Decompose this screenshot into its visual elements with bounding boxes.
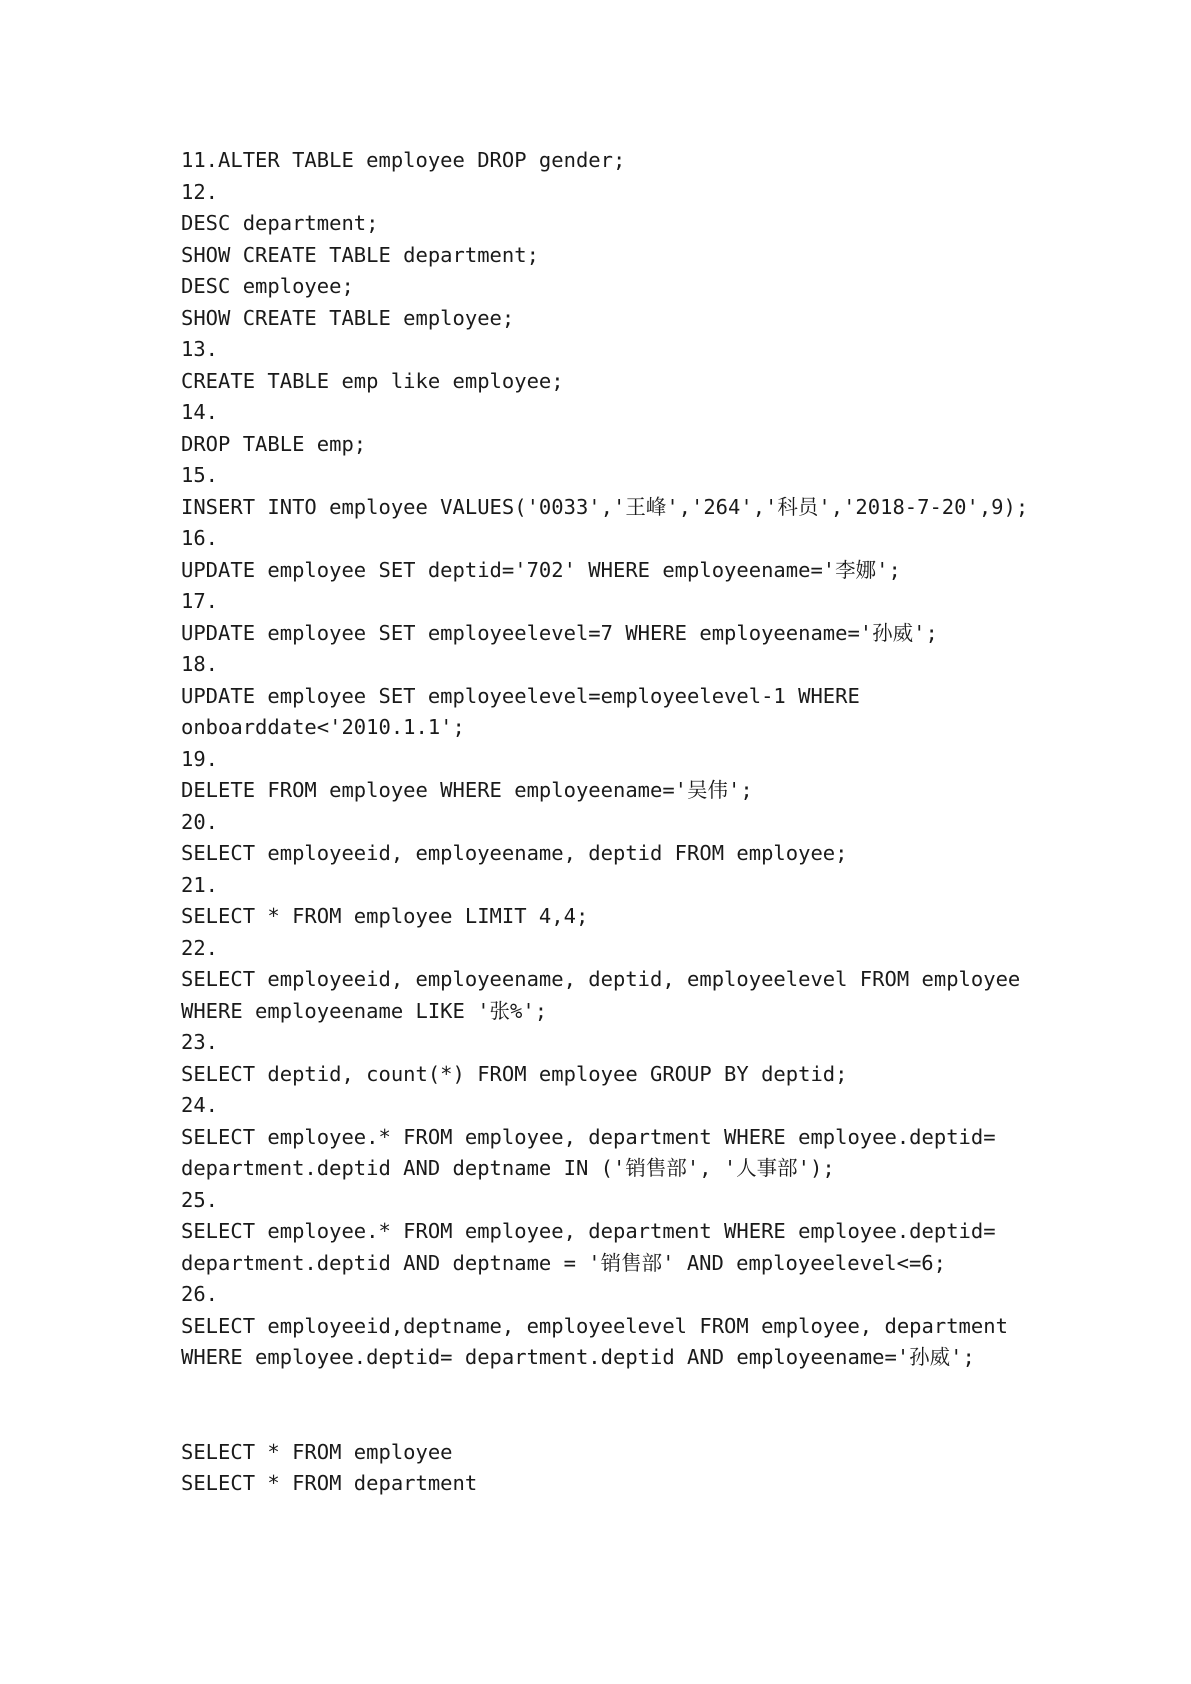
text-line: INSERT INTO employee VALUES('0033','王峰','264','科员','2018-7-20',9);	[181, 494, 1029, 519]
text-line: SELECT deptid, count(*) FROM employee GROUP BY deptid;	[181, 1061, 848, 1086]
text-line: SELECT * FROM employee LIMIT 4,4;	[181, 904, 589, 928]
text-line: 24.	[181, 1093, 219, 1117]
text-line: UPDATE employee SET deptid='702' WHERE employeename='李娜';	[181, 557, 901, 582]
text-line: department.deptid AND deptname IN ('销售部', '人事部');	[181, 1156, 835, 1180]
text-line: 21.	[181, 872, 219, 897]
text-line: SELECT * FROM employee	[181, 1439, 453, 1464]
text-line: 11.ALTER TABLE employee DROP gender;	[181, 148, 626, 172]
text-line: DROP TABLE emp;	[181, 431, 367, 456]
text-line: SHOW CREATE TABLE employee;	[181, 305, 515, 330]
text-line: 13.	[181, 337, 219, 361]
text-line: SELECT employee.* FROM employee, department WHERE employee.deptid=	[181, 1124, 996, 1149]
sql-text-block	[181, 145, 1081, 1500]
text-line: 20.	[181, 809, 219, 834]
text-line: department.deptid AND deptname = '销售部' AND employeelevel<=6;	[181, 1250, 946, 1275]
text-line: DESC department;	[181, 211, 379, 235]
text-line: CREATE TABLE emp like employee;	[181, 368, 564, 393]
text-line: 12.	[181, 179, 219, 204]
text-line: 25.	[181, 1187, 219, 1212]
text-line: SELECT employee.* FROM employee, department WHERE employee.deptid=	[181, 1219, 996, 1243]
text-line: WHERE employeename LIKE '张%';	[181, 998, 548, 1023]
blank-gap	[181, 1374, 1081, 1437]
text-line: SELECT * FROM department	[181, 1471, 478, 1495]
text-line: 15.	[181, 463, 219, 487]
text-line: SELECT employeeid, employeename, deptid, employeelevel FROM employee	[181, 967, 1021, 991]
text-line: 22.	[181, 935, 219, 960]
text-line: DESC employee;	[181, 274, 354, 298]
text-line: 17.	[181, 589, 219, 613]
text-line: DELETE FROM employee WHERE employeename='吴伟';	[181, 778, 753, 802]
text-line: 19.	[181, 746, 219, 771]
text-line: 23.	[181, 1030, 219, 1054]
text-line: 18.	[181, 652, 219, 676]
text-line: 16.	[181, 526, 219, 550]
text-line: UPDATE employee SET employeelevel=employeelevel-1 WHERE	[181, 683, 860, 708]
text-line: SELECT employeeid,deptname, employeelevel FROM employee, department	[181, 1313, 1008, 1338]
text-line: UPDATE employee SET employeelevel=7 WHERE employeename='孙威';	[181, 620, 938, 645]
text-line: 26.	[181, 1282, 219, 1306]
text-line: SHOW CREATE TABLE department;	[181, 242, 539, 267]
text-line: onboarddate<'2010.1.1';	[181, 715, 465, 739]
text-line: WHERE employee.deptid= department.deptid AND employeename='孙威';	[181, 1345, 975, 1369]
text-line: SELECT employeeid, employeename, deptid FROM employee;	[181, 841, 848, 865]
text-line: 14.	[181, 400, 219, 424]
